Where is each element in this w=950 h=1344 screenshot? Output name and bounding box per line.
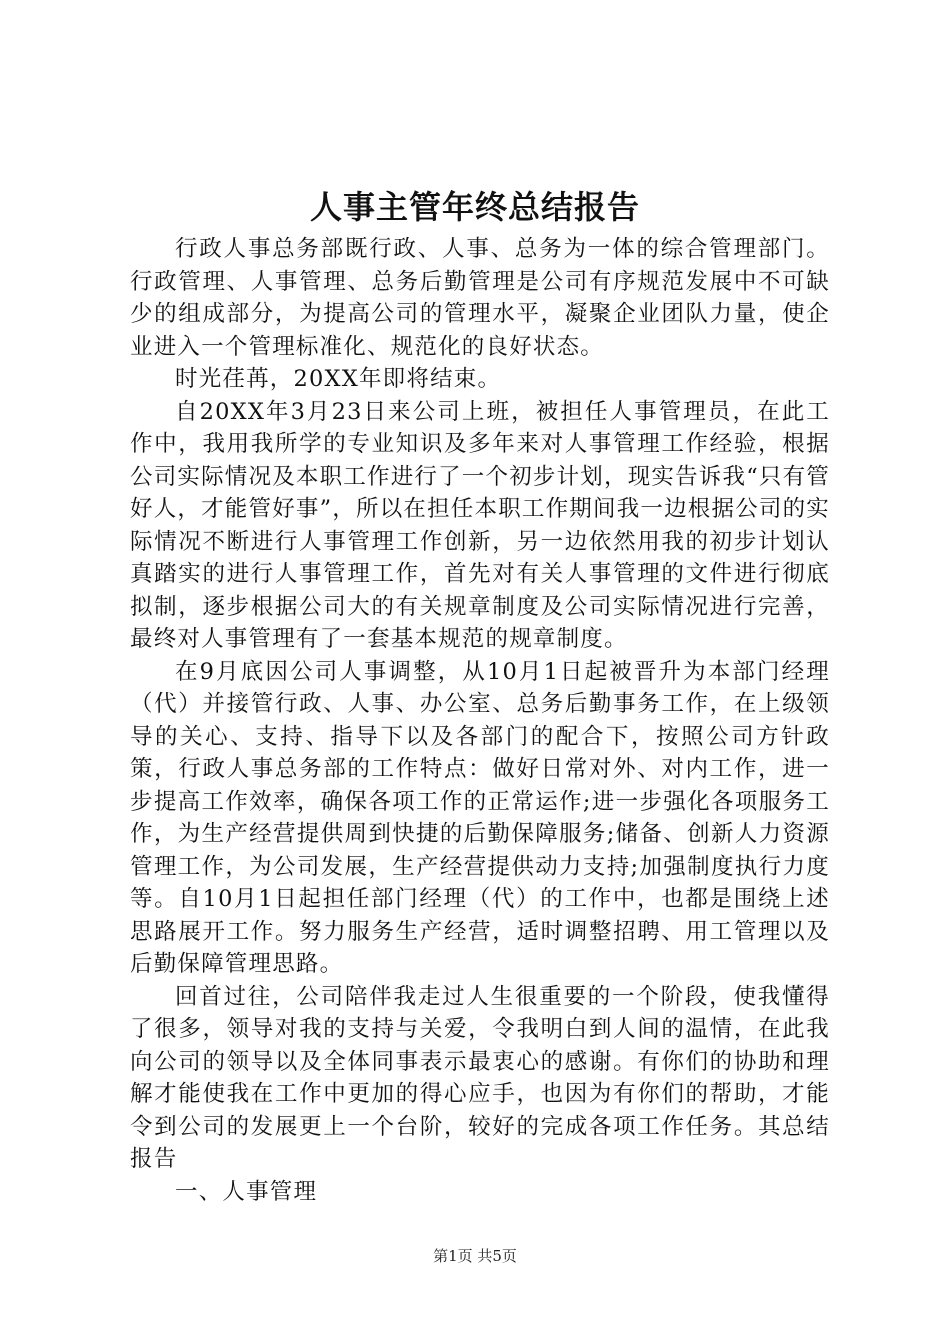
paragraph: 时光荏苒，20XX年即将结束。 — [175, 366, 502, 392]
document-body — [130, 233, 830, 1208]
paragraph: 回首过往，公司陪伴我走过人生很重要的一个阶段，使我懂得了很多，领导对我的支持与关爱，令我明白到人间的温情，在此我向公司的领导以及全体同事表示最衷心的感谢。有你们的协助和理解才能使我在工作中更加的得心应手，也因为有你们的帮助，才能令到公司的发展更上一个台阶，较好的完成各项工作任务。其总结报告 — [130, 983, 830, 1172]
paragraph: 在9月底因公司人事调整，从10月1日起被晋升为本部门经理（代）并接管行政、人事、办公室、总务后勤事务工作，在上级领导的关心、支持、指导下以及各部门的配合下，按照公司方针政策，行政人事总务部的工作特点：做好日常对外、对内工作，进一步提高工作效率，确保各项工作的正常运作;进一步强化各项服务工作，为生产经营提供周到快捷的后勤保障服务;储备、创新人力资源管理工作，为公司发展，生产经营提供动力支持;加强制度执行力度等。自10月1日起担任部门经理（代）的工作中，也都是围绕上述思路展开工作。努力服务生产经营，适时调整招聘、用工管理以及后勤保障管理思路。 — [130, 658, 830, 977]
paragraph: 行政人事总务部既行政、人事、总务为一体的综合管理部门。行政管理、人事管理、总务后勤管理是公司有序规范发展中不可缺少的组成部分，为提高公司的管理水平，凝聚企业团队力量，使企业进入一个管理标准化、规范化的良好状态。 — [130, 236, 830, 360]
paragraph: 自20XX年3月23日来公司上班，被担任人事管理员，在此工作中，我用我所学的专业知识及多年来对人事管理工作经验，根据公司实际情况及本职工作进行了一个初步计划，现实告诉我“只有管好人，才能管好事”，所以在担任本职工作期间我一边根据公司的实际情况不断进行人事管理工作创新，另一边依然用我的初步计划认真踏实的进行人事管理工作，首先对有关人事管理的文件进行彻底拟制，逐步根据公司大的有关规章制度及公司实际情况进行完善，最终对人事管理有了一套基本规范的规章制度。 — [130, 398, 831, 652]
page-footer: 第1页 共5页 — [433, 1247, 517, 1265]
document-title: 人事主管年终总结报告 — [309, 188, 640, 226]
section-heading: 一、人事管理 — [175, 1178, 318, 1205]
